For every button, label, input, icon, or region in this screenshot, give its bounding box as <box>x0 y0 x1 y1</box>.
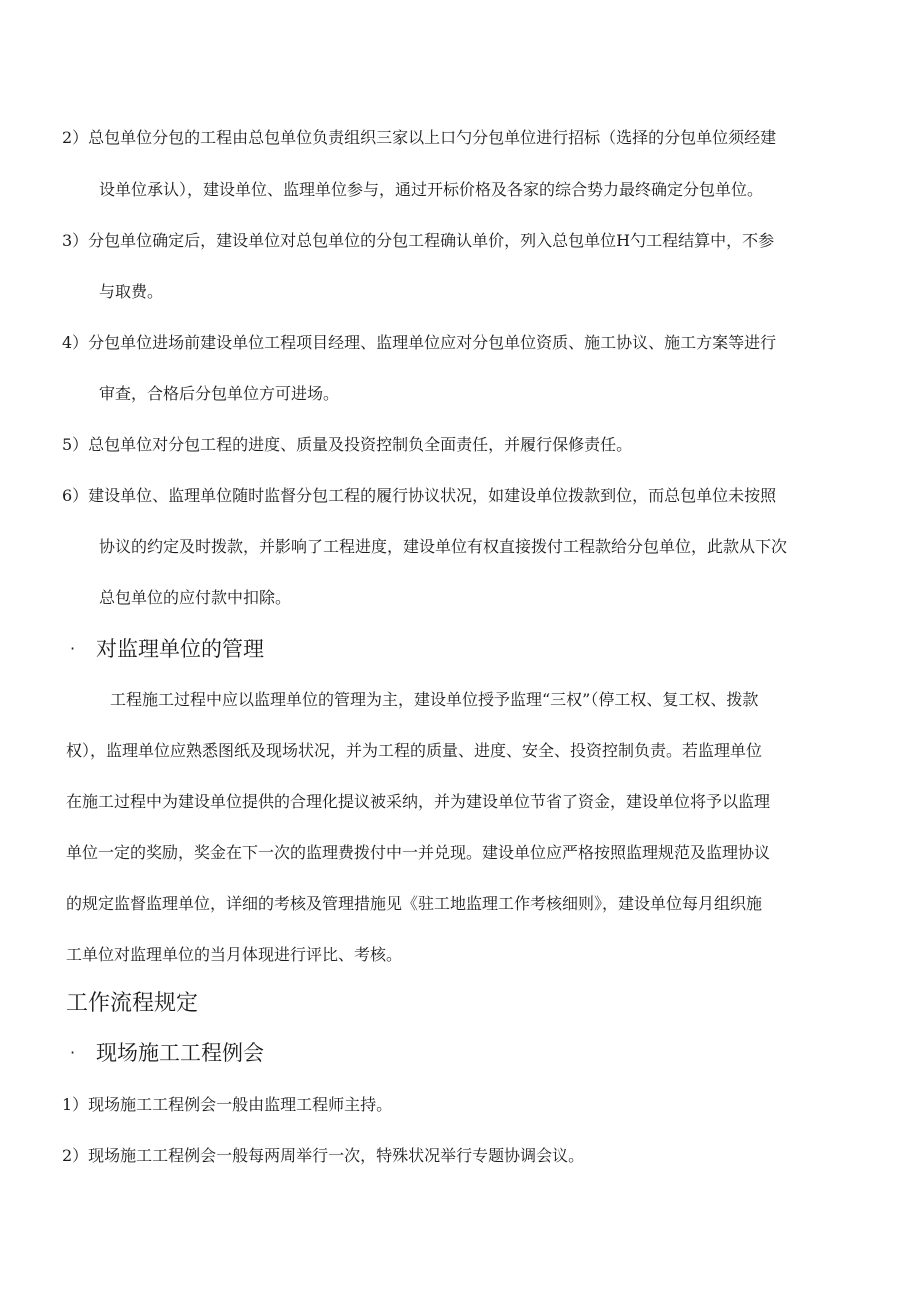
bullet-icon: · <box>70 639 76 658</box>
supervision-para-line-3: 在施工过程中为建设单位提供的合理化提议被采纳，并为建设单位节省了资金，建设单位将予以监理 <box>66 792 771 811</box>
supervision-para-line-5: 的规定监督监理单位，详细的考核及管理措施见《驻工地监理工作考核细则》，建设单位每月组织施 <box>66 894 763 913</box>
list-item-5-line-1: 5）总包单位对分包工程的进度、质量及投资控制负全面责任，并履行保修责任。 <box>62 435 633 454</box>
list-item-6-line-2: 协议的约定及时拨款，并影响了工程进度，建设单位有权直接拨付工程款给分包单位，此款从下次 <box>99 537 788 556</box>
meeting-item-2: 2）现场施工工程例会一般每两周举行一次，特殊状况举行专题协调会议。 <box>62 1146 585 1165</box>
list-item-6-line-3: 总包单位的应付款中扣除。 <box>99 588 292 607</box>
supervision-para-line-4: 单位一定的奖励，奖金在下一次的监理费拨付中一并兑现。建设单位应严格按照监理规范及监理协议 <box>66 843 771 862</box>
list-item-6-line-1: 6）建设单位、监理单位随时监督分包工程的履行协议状况，如建设单位拨款到位，而总包单位未按照 <box>62 486 777 505</box>
list-item-3-line-1: 3）分包单位确定后，建设单位对总包单位的分包工程确认单价，列入总包单位H勺工程结算中，不参 <box>62 231 775 250</box>
list-item-3-line-2: 与取费。 <box>99 282 164 301</box>
section-heading-supervision: 对监理单位的管理 <box>96 637 264 661</box>
supervision-para-line-2: 权），监理单位应熟悉图纸及现场状况，并为工程的质量、进度、安全、投资控制负责。若监理单位 <box>66 741 763 760</box>
list-item-2-line-2: 设单位承认），建设单位、监理单位参与，通过开标价格及各家的综合势力最终确定分包单位。 <box>99 180 764 199</box>
list-item-4-line-2: 审查，合格后分包单位方可进场。 <box>99 384 340 403</box>
supervision-para-line-1: 工程施工过程中应以监理单位的管理为主，建设单位授予监理“三权”（停工权、复工权、拨款 <box>110 690 759 709</box>
list-item-2-line-1: 2）总包单位分包的工程由总包单位负责组织三家以上口勺分包单位进行招标（选择的分包单位须经建 <box>62 128 777 147</box>
section-heading-meeting: 现场施工工程例会 <box>96 1041 264 1065</box>
list-item-4-line-1: 4）分包单位进场前建设单位工程项目经理、监理单位应对分包单位资质、施工协议、施工方案等进行 <box>62 333 777 352</box>
bullet-icon: · <box>70 1043 76 1062</box>
supervision-para-line-6: 工单位对监理单位的当月体现进行评比、考核。 <box>66 945 403 964</box>
meeting-item-1: 1）现场施工工程例会一般由监理工程师主持。 <box>62 1095 393 1114</box>
section-heading-workflow: 工作流程规定 <box>66 991 199 1016</box>
